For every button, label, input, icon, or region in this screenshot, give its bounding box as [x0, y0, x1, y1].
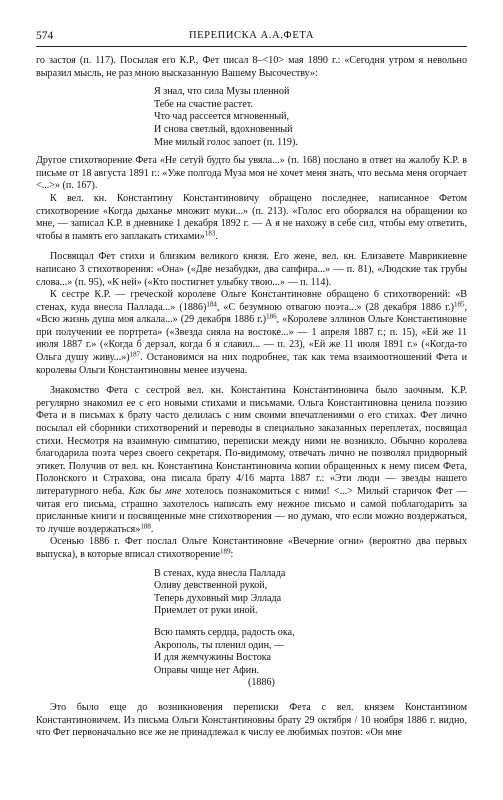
paragraph-5-text: , «Королеве эллинов Ольге Константиновне при получении ее портрета» («Звезда сияла на востоке...» — 1 апреля 1887 г.; п. 15), «Ей же 11 июля 1887 г.» («Когда б дерзал, когда б я славил... — п. 23), «Ей же 11 июля 1891 г.» («Когда-то Ольга душу живу...»): [36, 314, 467, 364]
verse-line: Приемлет от руки иной.: [154, 605, 258, 617]
footnote-ref: 186: [266, 312, 277, 321]
footnote-ref: 188: [140, 522, 151, 531]
verse-line: Оливу девственной рукой,: [154, 580, 268, 592]
paragraph-4: Посвящал Фет стихи и близким великого князя. Его жене, вел. кн. Елизавете Маврикиевне написано 3 стихотворения: «Она» («Две незабудки, два сапфира...» — п. 81), «Людские так грубы слова...» (п. 95), «К ней» («Кто постигнет улыбку твою...» — п. 114).: [36, 251, 467, 288]
verse-block-1: [154, 86, 467, 149]
verse-line: И снова светлый, вдохновенный: [154, 123, 293, 135]
footnote-ref: 187: [129, 350, 141, 359]
paragraph-3: К вел. кн. Константину Константиновичу обращено последнее, написанное Фетом стихотворение «Когда дыханье множит муки...» (п. 213). «Голос его оборвался на обращении ко мне, — записал К.Р. в дневнике 1 декабря 1892 г. — А я не нахожу в себе сил, чтобы ему ответить, чтобы в память его заплакать стихами»$^{183}$.: [36, 192, 467, 242]
page-number: 574: [36, 30, 54, 42]
verse-date: (1886): [248, 677, 275, 689]
page-header: [36, 30, 467, 47]
verse-line: Мне милый голос запоет (п. 119).: [154, 136, 298, 148]
paragraph-6: [36, 385, 467, 536]
verse-block-2: [154, 568, 467, 690]
paragraph-5-text: , «Всю жизнь душа моя алкала...» (29 декабря 1886 г.): [36, 301, 468, 326]
verse-line: Акрополь, ты пленил один, —: [154, 639, 285, 651]
paragraph-5-text: К сестре К.Р. — греческой королеве Ольге Константиновне обращено 6 стихотворений: «В стенах, куда внесла Паллада...» (1886): [36, 289, 467, 313]
verse-line: Теперь духовный мир Эллада: [154, 592, 282, 604]
verse-line: Тебе на счастие растет.: [154, 98, 253, 110]
footnote-ref: 184: [206, 300, 217, 309]
paragraph-5: [36, 289, 467, 377]
paragraph-6-text: .: [150, 523, 154, 535]
paragraph-1: го застоя (п. 117). Посылая его К.Р., Фет писал 8–<10> мая 1890 г.: «Сегодня утром я невольно выразил мысль, не раз мною высказанную Вашему Высочеству»:: [36, 55, 467, 79]
paragraph-7-text: Осенью 1886 г. Фет послал Ольге Константиновне «Вечерние огни» (вероятно два первых выпуска), в которые вписал стихотворение: [36, 536, 467, 560]
footnote-ref: 185: [453, 300, 465, 309]
stanza-gap: [154, 618, 467, 627]
paragraph-6-text: хотелось познакомиться с ними! <...> Милый старичок Фет — читая его письма, страшно захотелось написать ему нежное письмо и самой поблагодарить за присланные книги и посвященные мне стихотворения — но думаю, что если можно воздержаться, то лучше воздержаться»: [36, 486, 467, 535]
paragraph-2: Другое стихотворение Фета «Не сетуй будто бы увяла...» (п. 168) послано в ответ на жалобу К.Р. в письме от 18 августа 1891 г.: «Уже полгода Муза моя не хочет меня знать, что весьма меня огорчает <...>» (п. 167).: [36, 155, 467, 192]
verse-line: Оправы чище нет Афин.: [154, 664, 260, 676]
paragraph-7: [36, 536, 467, 561]
emphasis-text: Как бы мне: [128, 486, 182, 497]
footnote-ref: 189: [220, 547, 231, 556]
paragraph-7-text: :: [230, 548, 234, 560]
paragraph-3-text: К вел. кн. Константину Константиновичу обращено последнее, написанное Фетом стихотворение «Когда дыханье множит муки...» (п. 213). «Голос его оборвался на обращении ко мне, — записал К.Р. в дневнике 1 декабря 1892 г. — А я не нахожу в себе сил, чтобы ему ответить, чтобы в память его заплакать стихами»: [36, 192, 467, 242]
footnote-ref: 183: [204, 229, 216, 238]
paragraph-5-text: . Остановимся на них подробнее, так как тема взаимоотношений Фета и королевы Ольги Константиновны менее изучена.: [36, 352, 467, 376]
paragraph-5-text: , «С безумною отвагою поэта...» (28 декабря 1886 г.): [216, 301, 454, 313]
verse-line: И для жемчужины Востока: [154, 652, 271, 664]
verse-line: Я знал, что сила Музы пленной: [154, 86, 290, 98]
paragraph-6-text: Знакомство Фета с сестрой вел. кн. Константина Константиновича было заочным. К.Р. регулярно знакомил ее с его новыми стихами и письмами. Ольга Константиновна ценила поэзию Фета и в письмах к брату часто делилась с ним своими впечатлениями о его стихах. Фет лично посылал ей сборники стихотворений и переводы в специально заказанных переплетах, посвящал стихи. Несмотря на взаимную симпатию, переписки между ними не возникло. Обычно королева благодарила поэта через своего секретаря. По-видимому, отвечать лично не позволял придворный этикет. Получив от вел. кн. Константина Константиновича копии обращенных к нему писем Фета, Полонского и Страхова, она писала брату 4/16 марта 1887 г.: «Эти люди — звезды нашего литературного неба.: [36, 385, 467, 497]
verse-line: В стенах, куда внесла Паллада: [154, 567, 286, 579]
paragraph-8: Это было еще до возникновения переписки Фета с вел. князем Константином Константиновичем. Из письма Ольги Константиновны брату 29 октября / 10 ноября 1886 г. видно, что Фет первоначально все же не принадлежал к числу ее любимых поэтов: «Он мне: [36, 701, 467, 739]
verse-line: Что чад рассеется мгновенный,: [154, 111, 290, 123]
verse-line: Всю память сердца, радость ока,: [154, 626, 295, 638]
running-title: ПЕРЕПИСКА А.А.ФЕТА: [188, 30, 315, 41]
